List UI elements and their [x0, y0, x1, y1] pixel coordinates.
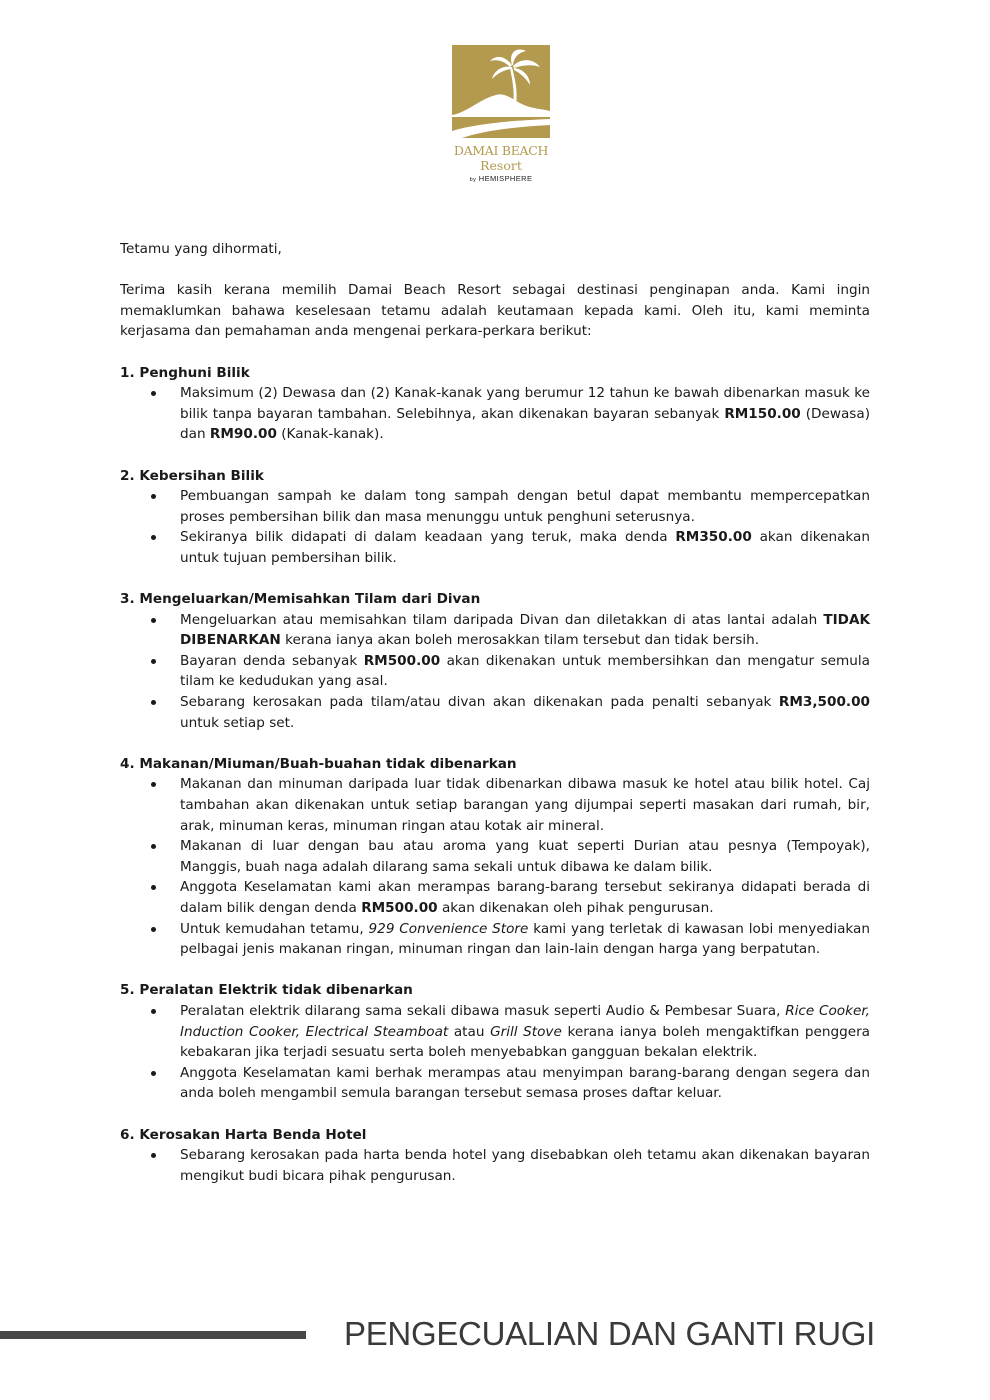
list-item: Untuk kemudahan tetamu, 929 Convenience Store kami yang terletak di kawasan lobi menyediakan pelbagai jenis makanan ringan, minuman ringan dan lain-lain dengan harga yang berpatutan.: [120, 919, 870, 960]
list-item: Maksimum (2) Dewasa dan (2) Kanak-kanak yang berumur 12 tahun ke bawah dibenarkan masuk ke bilik tanpa bayaran tambahan. Selebihnya, akan dikenakan bayaran sebanyak RM150.00 (Dewasa) dan RM90.00 (Kanak-kanak).: [120, 383, 870, 445]
bullet-icon: [151, 391, 156, 396]
letter-content: [120, 239, 870, 1186]
bullet-icon: [151, 494, 156, 499]
palm-island-emblem-icon: [452, 45, 550, 138]
bullet-icon: [151, 659, 156, 664]
list-item: Sebarang kerosakan pada harta benda hotel yang disebabkan oleh tetamu akan dikenakan bayaran mengikut budi bicara pihak pengurusan.: [120, 1145, 870, 1186]
bullet-icon: [151, 535, 156, 540]
section-list: [120, 610, 870, 734]
list-item: Bayaran denda sebanyak RM500.00 akan dikenakan untuk membersihkan dan mengatur semula tilam ke kedudukan yang asal.: [120, 651, 870, 692]
resort-logo: [451, 45, 551, 186]
list-item: Peralatan elektrik dilarang sama sekali dibawa masuk seperti Audio & Pembesar Suara, Rice Cooker, Induction Cooker, Electrical Steamboat atau Grill Stove kerana ianya boleh mengaktifkan penggera kebakaran jika terjadi sesuatu serta boleh menyebabkan gangguan bekalan elektrik.: [120, 1001, 870, 1063]
section-title: 3. Mengeluarkan/Memisahkan Tilam dari Divan: [120, 591, 481, 608]
list-item: Anggota Keselamatan kami akan merampas barang-barang tersebut sekiranya didapati berada di dalam bilik dengan denda RM500.00 akan dikenakan oleh pihak pengurusan.: [120, 877, 870, 918]
bullet-icon: [151, 927, 156, 932]
intro-paragraph: Terima kasih kerana memilih Damai Beach Resort sebagai destinasi penginapan anda. Kami ingin memaklumkan bahawa keselesaan tetamu adalah keutamaan kepada kami. Oleh itu, kami meminta kerjasama dan pemahaman anda mengenai perkara-perkara berikut:: [120, 282, 870, 340]
list-item: Makanan dan minuman daripada luar tidak dibenarkan dibawa masuk ke hotel atau bilik hotel. Caj tambahan akan dikenakan untuk setiap barangan yang dijumpai seperti masakan dari rumah, bir, arak, minuman keras, minuman ringan atau kotak air mineral.: [120, 774, 870, 836]
section-list: [120, 774, 870, 959]
bullet-icon: [151, 1153, 156, 1158]
bullet-icon: [151, 782, 156, 787]
footer-bar: [0, 1331, 306, 1339]
section-title: 4. Makanan/Miuman/Buah-buahan tidak dibenarkan: [120, 755, 517, 772]
palm-tree-icon: [452, 45, 550, 138]
section-list: [120, 486, 870, 568]
bullet-icon: [151, 844, 156, 849]
list-item: Sebarang kerosakan pada tilam/atau divan akan dikenakan pada penalti sebanyak RM3,500.00 untuk setiap set.: [120, 692, 870, 733]
logo-name-line2: Resort: [480, 158, 522, 173]
list-item: Pembuangan sampah ke dalam tong sampah dengan betul dapat membantu mempercepatkan proses pembersihan bilik dan masa menunggu untuk penghuni seterusnya.: [120, 486, 870, 527]
list-item: Sekiranya bilik didapati di dalam keadaan yang teruk, maka denda RM350.00 akan dikenakan untuk tujuan pembersihan bilik.: [120, 527, 870, 568]
footer-title: PENGECUALIAN DAN GANTI RUGI: [344, 1315, 875, 1352]
section-title: 5. Peralatan Elektrik tidak dibenarkan: [120, 982, 413, 999]
section-title: 1. Penghuni Bilik: [120, 364, 250, 381]
bullet-icon: [151, 885, 156, 890]
logo-by-brand: HEMISPHERE: [478, 174, 533, 183]
list-item: Makanan di luar dengan bau atau aroma yang kuat seperti Durian atau pesnya (Tempoyak), Manggis, buah naga adalah dilarang sama sekali untuk dibawa ke dalam bilik.: [120, 836, 870, 877]
list-item: Mengeluarkan atau memisahkan tilam daripada Divan dan diletakkan di atas lantai adalah TIDAK DIBENARKAN kerana ianya akan boleh merosakkan tilam tersebut dan tidak bersih.: [120, 610, 870, 651]
logo-by-prefix: by: [469, 177, 477, 183]
logo-by-line: [451, 173, 551, 186]
section-title: 2. Kebersihan Bilik: [120, 467, 264, 484]
section-list: [120, 1145, 870, 1186]
section-list: [120, 383, 870, 445]
bullet-icon: [151, 1009, 156, 1014]
list-item: Anggota Keselamatan kami berhak merampas atau menyimpan barang-barang dengan segera dan anda boleh mengambil semula barangan tersebut semasa proses daftar keluar.: [120, 1063, 870, 1104]
bullet-icon: [151, 618, 156, 623]
bullet-icon: [151, 700, 156, 705]
logo-name-line1: DAMAI BEACH: [453, 143, 549, 158]
section-list: [120, 1001, 870, 1104]
greeting: Tetamu yang dihormati,: [120, 241, 282, 257]
bullet-icon: [151, 1071, 156, 1076]
section-title: 6. Kerosakan Harta Benda Hotel: [120, 1126, 367, 1143]
